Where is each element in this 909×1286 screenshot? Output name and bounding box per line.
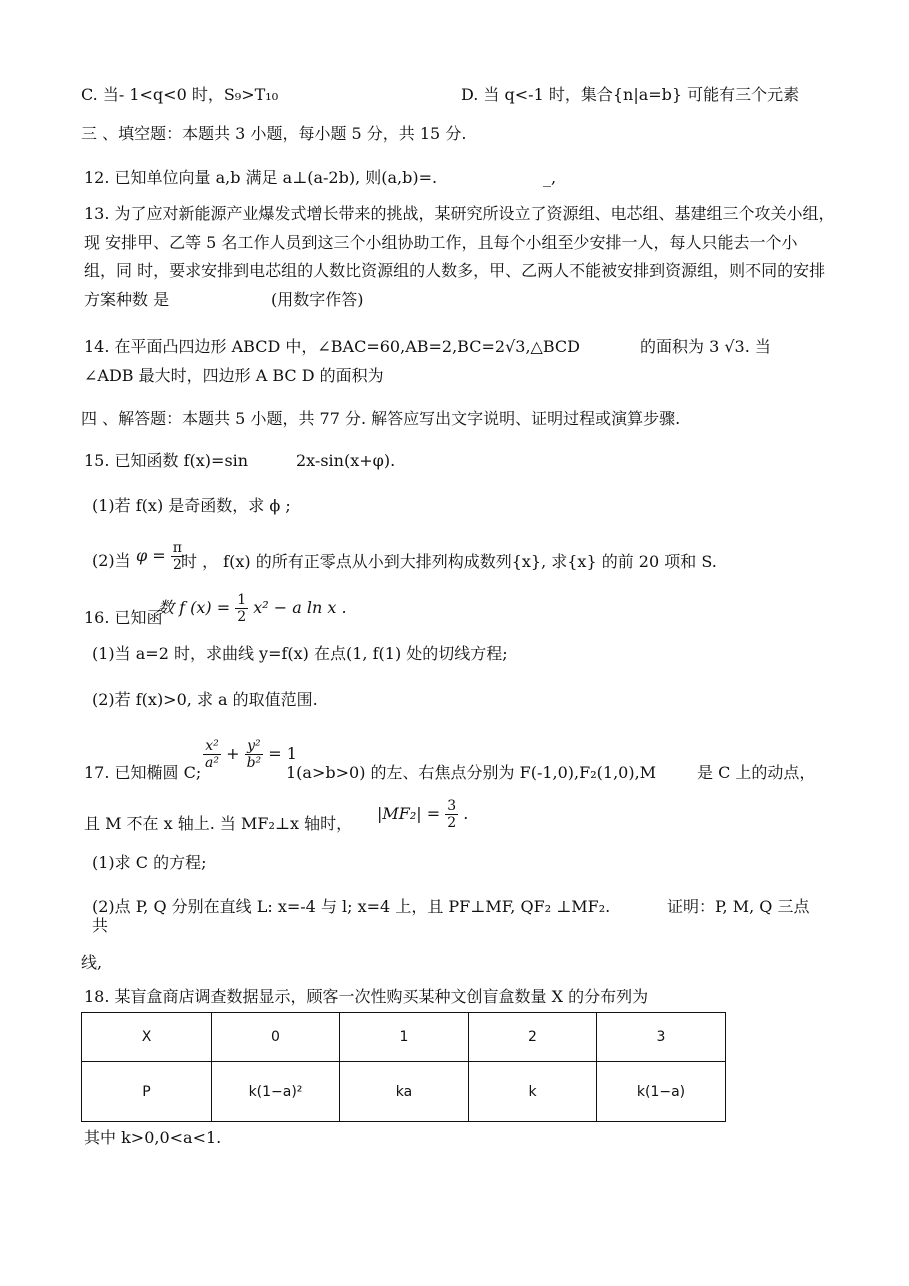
- f-definition: [158, 592, 347, 625]
- table-cell: k(1−a): [597, 1062, 726, 1122]
- question-13-line-2: 现 安排甲、乙等 5 名工作人员到这三个小组协助工作，且每个小组至少安排一人，每人只能去一个小: [84, 233, 798, 252]
- question-15-part-1: (1)若 f(x) 是奇函数，求 ϕ ;: [92, 496, 291, 515]
- fraction-denominator: b²: [246, 755, 262, 771]
- ellipse-equation: [203, 738, 297, 771]
- question-13-line-4a: 方案种数 是: [84, 290, 170, 309]
- question-15-a: 15. 已知函数 f(x)=sin: [84, 451, 249, 470]
- mf2-label: |MF₂| =: [377, 804, 441, 823]
- question-14-line-1b: 的面积为 3 √3. 当: [640, 337, 771, 356]
- one-half-fraction: [235, 592, 248, 625]
- question-17-part-2b: 证明：P, M, Q 三点: [667, 897, 810, 916]
- fraction-numerator: x²: [203, 738, 221, 755]
- table-row: [82, 1013, 726, 1062]
- question-15-b: 2x-sin(x+φ).: [296, 451, 396, 470]
- question-16-a: 16. 已知函: [84, 608, 163, 627]
- three-halves-fraction: [445, 798, 458, 831]
- period: .: [463, 804, 469, 823]
- question-13-line-3: 组，同 时，要求安排到电芯组的人数比资源组的人数多，甲、乙两人不能被安排到资源组，则不同的安排: [84, 261, 826, 280]
- fraction-denominator: 2: [172, 557, 182, 573]
- question-16-part-2: (2)若 f(x)>0, 求 a 的取值范围.: [92, 690, 318, 709]
- question-17-part-2a: (2)点 P, Q 分别在直线 L: x=-4 与 l; x=4 上，且 PF⊥MF, QF₂ ⊥MF₂.: [92, 897, 611, 916]
- table-header-cell: X: [82, 1013, 212, 1062]
- f-definition-lhs: 数 f (x) =: [158, 598, 231, 617]
- table-cell: P: [82, 1062, 212, 1122]
- phi-formula: [136, 540, 184, 573]
- question-17-line-2: 且 M 不在 x 轴上. 当 MF₂⊥x 轴时，: [84, 814, 353, 833]
- table-header-cell: 3: [597, 1013, 726, 1062]
- question-15-part-2b: 时 ， f(x) 的所有正零点从小到大排列构成数列{x}, 求{x} 的前 20 项和 S.: [181, 552, 717, 571]
- section-4-heading: 四 、解答题：本题共 5 小题，共 77 分. 解答应写出文字说明、证明过程或演算步骤.: [81, 409, 681, 428]
- fraction-numerator: 3: [447, 798, 457, 814]
- question-14-line-2: ∠ADB 最大时，四边形 A BC D 的面积为: [84, 366, 384, 385]
- equals-one: = 1: [268, 744, 297, 763]
- question-13-line-1: 13. 为了应对新能源产业爆发式增长带来的挑战，某研究所设立了资源组、电芯组、基建组三个攻关小组，: [84, 204, 835, 223]
- fraction-denominator: 2: [237, 609, 247, 625]
- mf2-formula: [377, 798, 468, 831]
- y-squared-fraction: [245, 738, 264, 771]
- question-18-condition: 其中 k>0,0<a<1.: [84, 1128, 222, 1147]
- question-17-a: 17. 已知椭圆 C;: [84, 763, 202, 782]
- question-17-part-2d: 线,: [81, 953, 103, 972]
- table-cell: k(1−a)²: [212, 1062, 340, 1122]
- question-13-line-4b: (用数字作答): [271, 290, 364, 309]
- table-cell: k: [469, 1062, 597, 1122]
- table-header-cell: 2: [469, 1013, 597, 1062]
- fraction-numerator: 1: [237, 592, 247, 608]
- fraction-numerator: π: [172, 540, 182, 556]
- question-18: 18. 某盲盒商店调查数据显示，顾客一次性购买某种文创盲盒数量 X 的分布列为: [84, 987, 649, 1006]
- distribution-table: [81, 1012, 726, 1122]
- phi-label: φ =: [136, 546, 166, 565]
- section-3-heading: 三 、填空题：本题共 3 小题，每小题 5 分，共 15 分.: [81, 124, 467, 143]
- fraction-numerator: y²: [245, 738, 264, 755]
- option-c: C. 当- 1<q<0 时，S₉>T₁₀: [81, 85, 279, 104]
- question-12: 12. 已知单位向量 a,b 满足 a⊥(a-2b), 则(a,b)=.: [84, 168, 438, 187]
- table-row: [82, 1062, 726, 1122]
- fraction-denominator: 2: [447, 815, 457, 831]
- question-17-b: 1(a>b>0) 的左、右焦点分别为 F(-1,0),F₂(1,0),M: [286, 763, 657, 782]
- question-17-part-2c: 共: [92, 916, 109, 935]
- question-16-part-1: (1)当 a=2 时，求曲线 y=f(x) 在点(1, f(1) 处的切线方程;: [92, 644, 508, 663]
- f-definition-rhs: x² − a ln x .: [253, 598, 347, 617]
- question-15-part-2a: (2)当: [92, 551, 131, 570]
- option-d: D. 当 q<-1 时，集合{n|a=b} 可能有三个元素: [461, 85, 800, 104]
- table-cell: ka: [340, 1062, 469, 1122]
- x-squared-fraction: [203, 738, 221, 771]
- question-17-part-1: (1)求 C 的方程;: [92, 853, 207, 872]
- fraction-denominator: a²: [205, 755, 219, 771]
- question-14-line-1a: 14. 在平面凸四边形 ABCD 中，∠BAC=60,AB=2,BC=2√3,△BCD: [84, 337, 580, 356]
- table-header-cell: 0: [212, 1013, 340, 1062]
- table-header-cell: 1: [340, 1013, 469, 1062]
- question-12-blank: _,: [543, 168, 557, 187]
- question-17-c: 是 C 上的动点，: [697, 763, 816, 782]
- plus-sign: +: [226, 744, 240, 763]
